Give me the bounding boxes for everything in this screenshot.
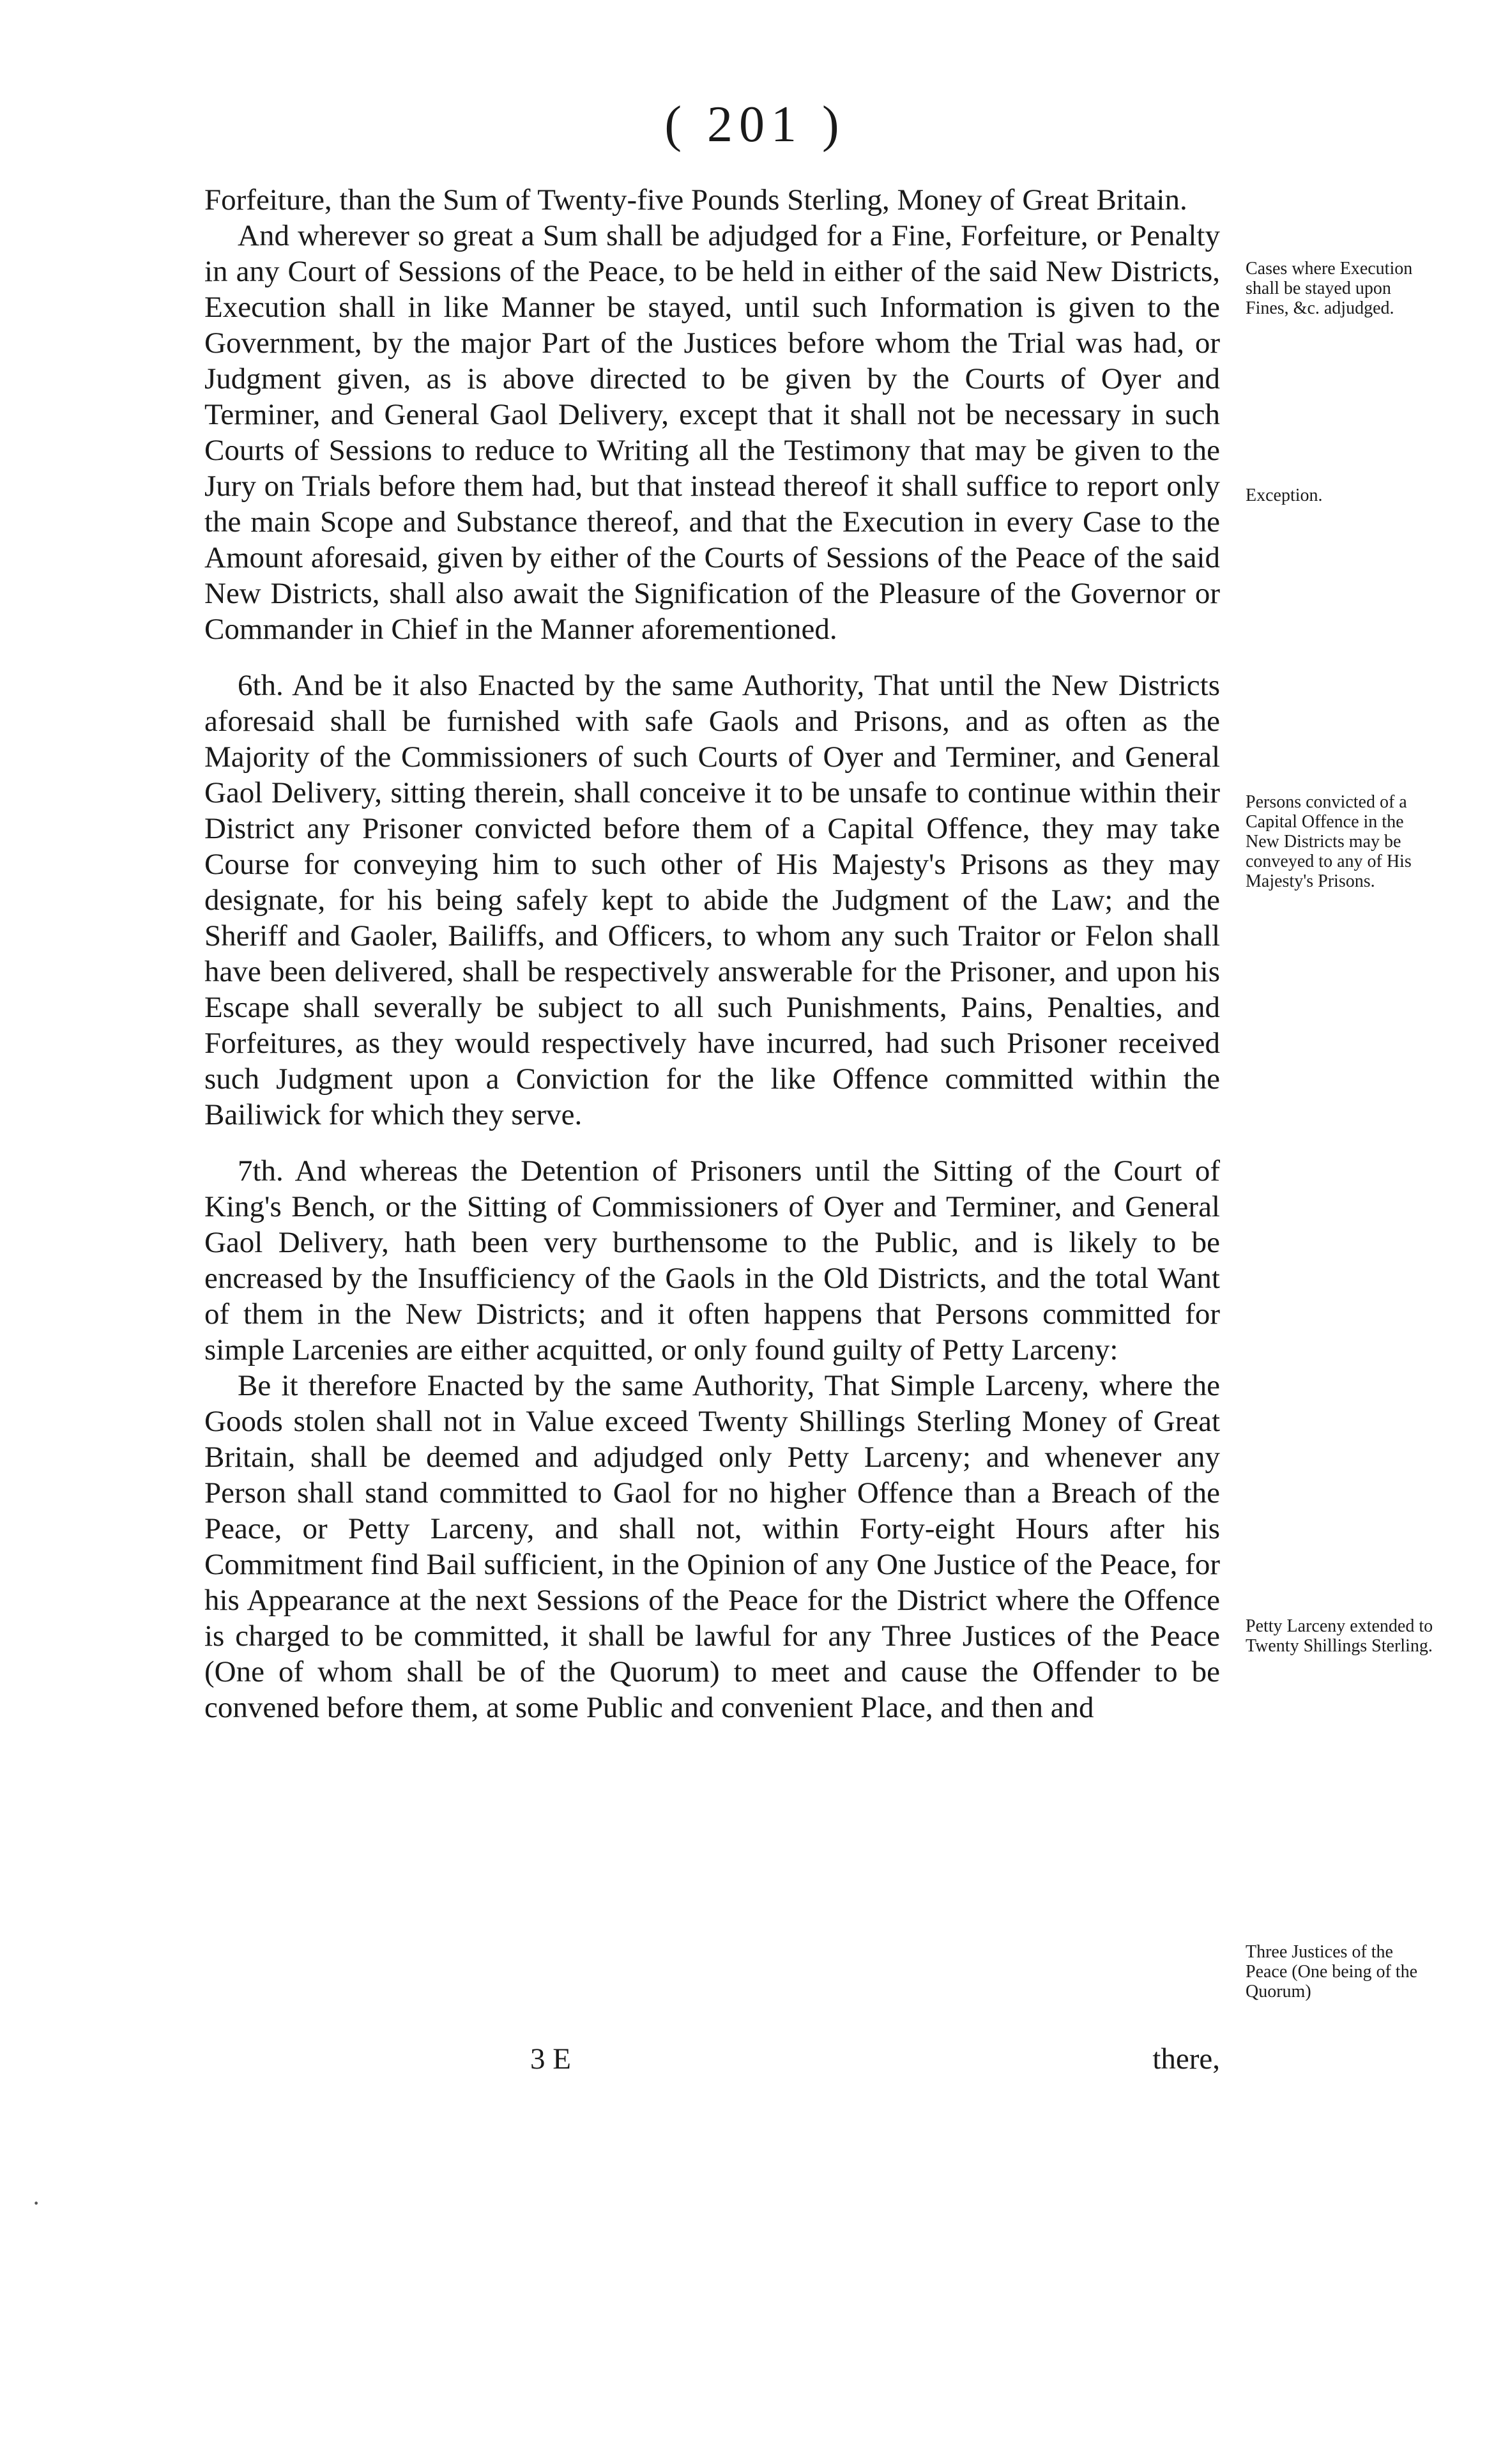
side-note-three-justices: Three Justices of the Peace (One being of the Quorum): [1246, 1942, 1417, 2001]
page-number: ( 201 ): [664, 96, 846, 153]
body-text: [204, 182, 1220, 1726]
side-note-execution-stayed: Cases where Execution shall be stayed upon Fines, &c. adjudged.: [1246, 259, 1413, 318]
paragraph-sixth-section: 6th. And be it also Enacted by the same Authority, That until the New Districts aforesaid shall be furnished with safe Gaols and Prisons, and as often as the Majority of the Commissioners of such Courts of Oyer and Terminer, and General Gaol Delivery, sitting therein, shall conceive it to be unsafe to continue within their District any Prisoner convicted before them of a Capital Offence, they may take Course for conveying him to such other of His Majesty's Prisons as they may designate, for his being safely kept to abide the Judgment of the Law; and the Sheriff and Gaoler, Bailiffs, and Officers, to whom any such Traitor or Felon shall have been delivered, shall be respectively answerable for the Prisoner, and upon his Escape shall severally be subject to all such Punishments, Pains, Penalties, and Forfeitures, as they would respectively have incurred, had such Prisoner received such Judgment upon a Conviction for the like Offence committed within the Bailiwick for which they serve.: [204, 669, 1220, 1131]
paragraph-seventh-section: 7th. And whereas the Detention of Prisoners until the Sitting of the Court of King's Bench, or the Sitting of Commissioners of Oyer and Terminer, and General Gaol Delivery, hath been very burthensome to the Public, and is likely to be encreased by the Insufficiency of the Gaols in the Old Districts, and the total Want of them in the New Districts; and it often happens that Persons committed for simple Larcenies are either acquitted, or only found guilty of Petty Larceny:: [204, 1154, 1220, 1366]
side-note-exception: Exception.: [1246, 486, 1323, 505]
signature-mark: 3 E: [530, 2042, 571, 2076]
paragraph-petty-larceny-enactment: Be it therefore Enacted by the same Authority, That Simple Larceny, where the Goods stolen shall not in Value exceed Twenty Shillings Sterling Money of Great Britain, shall be deemed and adjudged only Petty Larceny; and whenever any Person shall stand committed to Gaol for no higher Offence than a Breach of the Peace, or Petty Larceny, and shall not, within Forty-eight Hours after his Commitment find Bail sufficient, in the Opinion of any One Justice of the Peace, for his Appearance at the next Sessions of the Peace for the District where the Offence is charged to be committed, it shall be lawful for any Three Justices of the Peace (One of whom shall be of the Quorum) to meet and cause the Offender to be convened before them, at some Public and convenient Place, and then and: [204, 1369, 1220, 1724]
paragraph-fines-execution: And wherever so great a Sum shall be adjudged for a Fine, Forfeiture, or Penalty in any Court of Sessions of the Peace, to be held in either of the said New Districts, Execution shall in like Manner be stayed, until such Information is given to the Government, by the major Part of the Justices before whom the Trial was had, or Judgment given, as is above directed to be given by the Courts of Oyer and Terminer, and General Gaol Delivery, except that it shall not be necessary in such Courts of Sessions to reduce to Writing all the Testimony that may be given to the Jury on Trials before them had, but that instead thereof it shall suffice to report only the main Scope and Substance thereof, and that the Execution in every Case to the Amount aforesaid, given by either of the Courts of Sessions of the Peace of the said New Districts, shall also await the Signification of the Pleasure of the Governor or Commander in Chief in the Manner aforementioned.: [204, 219, 1220, 646]
catchword: there,: [1152, 2042, 1220, 2076]
side-note-petty-larceny: Petty Larceny extended to Twenty Shillings Sterling.: [1246, 1616, 1433, 1656]
ink-speck: ·: [32, 2189, 41, 2217]
paragraph-forfeiture-continued: Forfeiture, than the Sum of Twenty-five Pounds Sterling, Money of Great Britain.: [204, 183, 1187, 217]
side-note-capital-offence: Persons convicted of a Capital Offence in the New Districts may be conveyed to any of His Majesty's Prisons.: [1246, 792, 1412, 891]
